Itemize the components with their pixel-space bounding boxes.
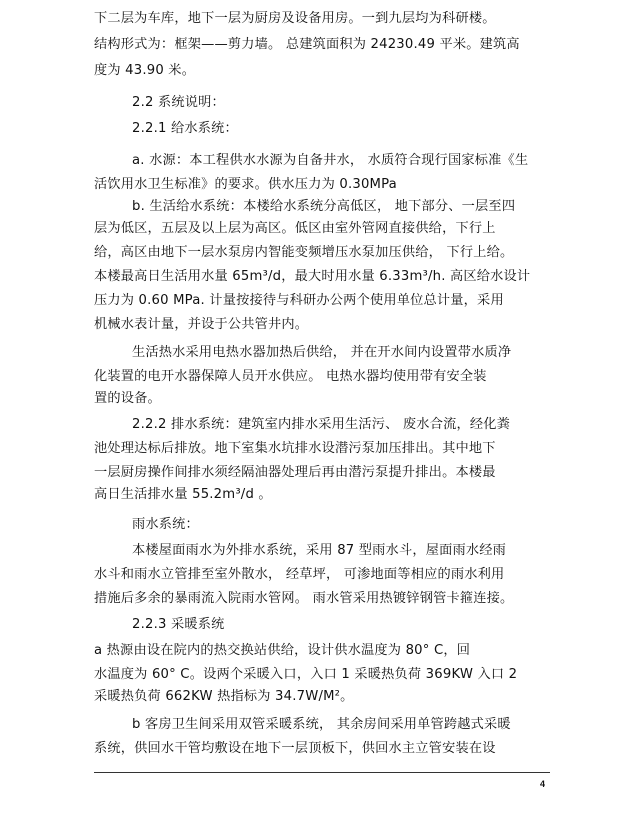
- text-line: 采暖热负荷 662KW 热指标为 34.7W/M²。: [94, 689, 354, 704]
- text-line: a 热源由设在院内的热交换站供给，设计供水温度为 80° C，回: [94, 643, 471, 658]
- text-line: 高日生活排水量 55.2m³/d 。: [94, 487, 272, 502]
- section-heading: 2.2 系统说明：: [132, 95, 225, 110]
- text-line: 下二层为车库，地下一层为厨房及设备用房。一到九层均为科研楼。: [94, 11, 496, 26]
- text-line: 本楼屋面雨水为外排水系统，采用 87 型雨水斗，屋面雨水经雨: [132, 543, 507, 558]
- page-number: 4: [540, 779, 546, 789]
- subsection-heading: 2.2.2 排水系统：建筑室内排水采用生活污、 废水合流，经化粪: [132, 417, 511, 432]
- subsection-heading: 雨水系统：: [132, 517, 199, 532]
- text-line: 层为低区，五层及以上层为高区。低区由室外管网直接供给，下行上: [94, 221, 496, 236]
- subsection-heading: 2.2.3 采暖系统: [132, 617, 225, 632]
- text-line: 化装置的电开水器保障人员开水供应。 电热水器均使用带有安全装: [94, 369, 487, 384]
- text-line: 措施后多余的暴雨流入院雨水管网。 雨水管采用热镀锌钢管卡箍连接。: [94, 591, 514, 606]
- text-line: b. 生活给水系统：本楼给水系统分高低区， 地下部分、一层至四: [132, 199, 516, 214]
- text-line: 活饮用水卫生标准》的要求。供水压力为 0.30MPa: [94, 177, 397, 192]
- text-line: 压力为 0.60 MPa. 计量按接待与科研办公两个使用单位总计量，采用: [94, 293, 504, 308]
- text-line: 水温度为 60° C。设两个采暖入口，入口 1 采暖热负荷 369KW 入口 2: [94, 667, 518, 682]
- text-line: 给，高区由地下一层水泵房内智能变频增压水泵加压供给， 下行上给。: [94, 245, 514, 260]
- text-line: a. 水源：本工程供水水源为自备井水， 水质符合现行国家标准《生: [132, 153, 529, 168]
- text-line: 本楼最高日生活用水量 65m³/d，最大时用水量 6.33m³/h. 高区给水设计: [94, 269, 531, 284]
- text-line: 机械水表计量，并设于公共管井内。: [94, 317, 309, 332]
- text-line: 系统，供回水干管均敷设在地下一层顶板下，供回水主立管安装在设: [94, 741, 496, 756]
- text-line: b 客房卫生间采用双管采暖系统， 其余房间采用单管跨越式采暖: [132, 717, 511, 732]
- text-line: 度为 43.90 米。: [94, 63, 196, 78]
- text-line: 池处理达标后排放。地下室集水坑排水设潜污泵加压排出。其中地下: [94, 441, 496, 456]
- text-line: 一层厨房操作间排水须经隔油器处理后再由潜污泵提升排出。本楼最: [94, 465, 496, 480]
- footer-rule: [94, 772, 550, 773]
- subsection-heading: 2.2.1 给水系统：: [132, 121, 238, 136]
- text-line: 生活热水采用电热水器加热后供给， 并在开水间内设置带水质净: [132, 345, 512, 360]
- text-line: 置的设备。: [94, 391, 161, 406]
- text-line: 水斗和雨水立管排至室外散水， 经草坪， 可渗地面等相应的雨水利用: [94, 567, 505, 582]
- text-line: 结构形式为：框架——剪力墙。 总建筑面积为 24230.49 平米。建筑高: [94, 37, 520, 52]
